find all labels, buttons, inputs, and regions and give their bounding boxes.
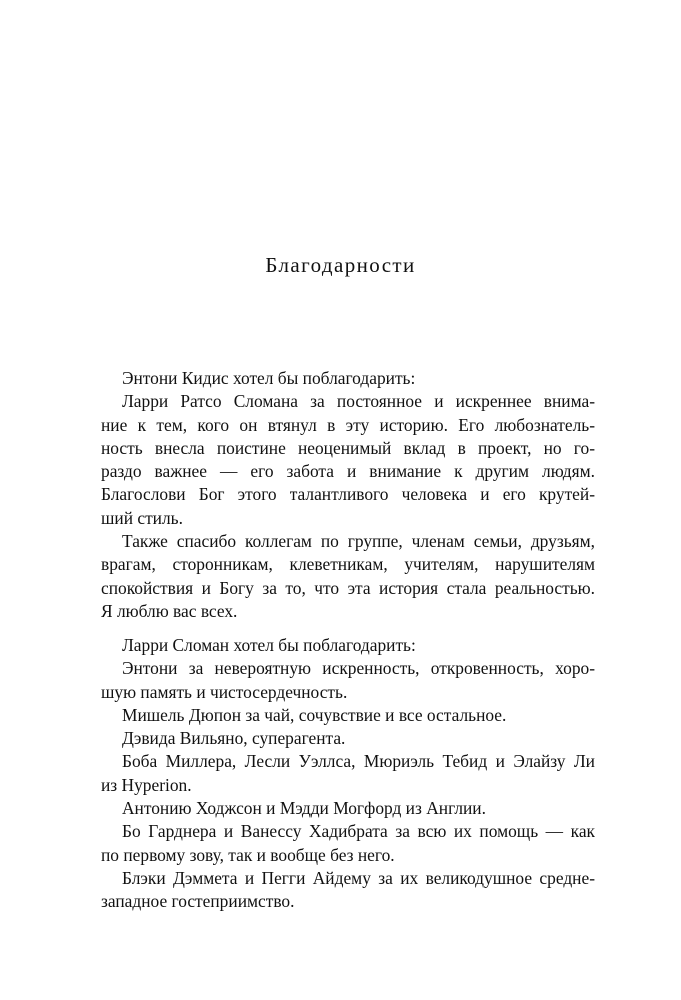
text-line: Боба Миллера, Лесли Уэллса, Мюриэль Тебид и Элайзу Ли (122, 751, 595, 772)
paragraph (101, 820, 595, 867)
acknowledgements-kiedis (101, 367, 595, 623)
paragraph (101, 867, 595, 914)
section-intro: Энтони Кидис хотел бы поблагодарить: (122, 368, 416, 388)
text-line: Благослови Бог этого талантливого человека и его крутей- (101, 484, 595, 505)
text-line: шую память и чистосердечность. (101, 681, 348, 702)
acknowledgements-sloman (101, 634, 595, 914)
text-line: ность внесла поистине неоценимый вклад в проект, но го- (101, 437, 595, 458)
text-line: Энтони за невероятную искренность, откровенность, хоро- (122, 658, 595, 679)
text-line: Также спасибо коллегам по группе, членам семьи, друзьям, (122, 531, 595, 552)
text-line: западное гостеприимство. (101, 891, 295, 912)
text-line: раздо важнее — его забота и внимание к другим людям. (101, 461, 595, 482)
paragraph (101, 704, 595, 727)
paragraph (101, 750, 595, 797)
text-line: Ларри Ратсо Сломана за постоянное и искреннее внима- (122, 391, 595, 412)
text-line: по первому зову, так и вообще без него. (101, 844, 395, 865)
paragraph (101, 390, 595, 530)
paragraph (101, 657, 595, 704)
paragraph (101, 797, 595, 820)
page-title: Благодарности (265, 253, 416, 277)
text-line: врагам, сторонникам, клеветникам, учителям, нарушителям (101, 554, 595, 575)
text-line: Антонию Ходжсон и Мэдди Могфорд из Англии. (122, 798, 486, 819)
text-line: Дэвида Вильяно, суперагента. (122, 728, 346, 749)
text-line: Я люблю вас всех. (101, 600, 238, 621)
text-line: Мишель Дюпон за чай, сочувствие и все остальное. (122, 704, 507, 725)
paragraph (101, 530, 595, 623)
text-line: спокойствия и Богу за то, что эта история стала реальностью. (101, 577, 595, 598)
text-line: Бо Гарднера и Ванессу Хадибрата за всю их помощь — как (122, 821, 595, 842)
text-line: из Hyperion. (101, 774, 192, 795)
text-line: ние к тем, кого он втянул в эту историю. Его любознатель- (101, 414, 595, 435)
text-line: Блэки Дэммета и Пегги Айдему за их великодушное средне- (122, 867, 595, 888)
section-intro: Ларри Сломан хотел бы поблагодарить: (122, 635, 416, 655)
text-line: ший стиль. (101, 507, 183, 528)
paragraph (101, 727, 595, 750)
